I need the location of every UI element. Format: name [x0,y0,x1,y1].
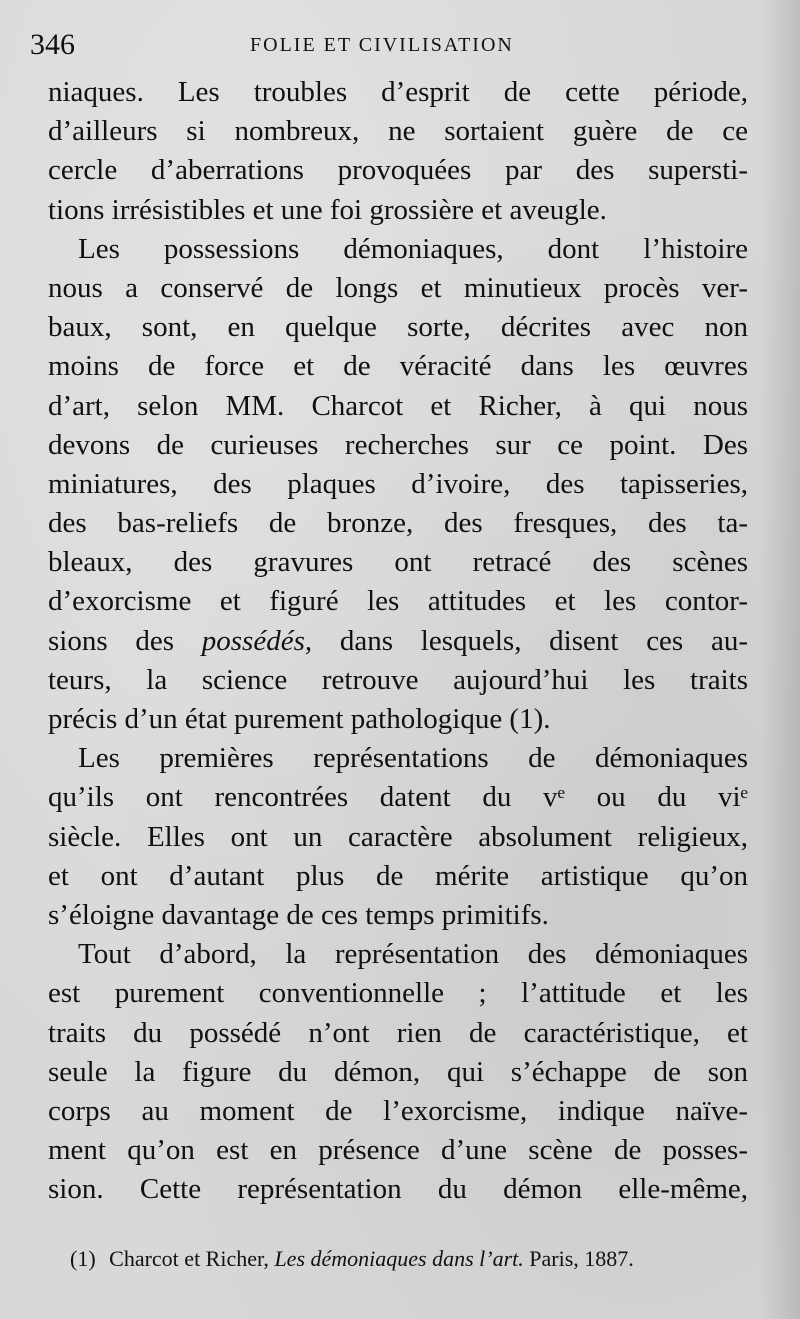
text-line: Tout d’abord, la représentation des démoniaques [78,938,748,971]
text-line: traits du possédé n’ont rien de caractéristique, et [48,1016,748,1049]
text-segment: dans lesquels, disent ces au- [312,624,748,657]
text-line: seule la figure du démon, qui s’échappe de son [48,1055,748,1088]
text-line: ment qu’on est en présence d’une scène de posses- [48,1134,748,1167]
text-line: est purement conventionnelle ; l’attitude et les [48,977,748,1010]
text-line: des bas-reliefs de bronze, des fresques, des ta- [48,507,748,540]
text-line: siècle. Elles ont un caractère absolument religieux, [48,820,748,853]
text-line: baux, sont, en quelque sorte, décrites avec non [48,311,748,344]
text-line: tions irrésistibles et une foi grossière et aveugle. [48,193,607,226]
text-line: teurs, la science retrouve aujourd’hui les traits [48,663,748,696]
footnote-place-year: Paris, 1887. [529,1246,634,1271]
text-segment: sions des [48,624,202,657]
text-line: qu’ils ont rencontrées datent du vᵉ ou du viᵉ [48,781,748,814]
text-line: Les possessions démoniaques, dont l’histoire [78,232,748,265]
text-line: sion. Cette représentation du démon elle-même, [48,1173,748,1206]
text-line: moins de force et de véracité dans les œuvres [48,350,748,383]
footnote-title: Les démoniaques dans l’art. [274,1246,524,1271]
page-edge-shadow [760,0,800,1319]
page-header [30,28,770,62]
text-line: précis d’un état purement pathologique (1). [48,703,551,735]
text-line: nous a conservé de longs et minutieux procès ver- [48,271,748,304]
text-line [48,622,748,661]
text-line: niaques. Les troubles d’esprit de cette période, [48,76,748,108]
text-line: devons de curieuses recherches sur ce point. Des [48,428,748,461]
text-line: cercle d’aberrations provoquées par des supersti- [48,154,748,187]
footnote-number: (1) [70,1246,96,1271]
text-line: et ont d’autant plus de mérite artistique qu’on [48,859,748,892]
text-line: d’exorcisme et figuré les attitudes et les contor- [48,585,748,618]
text-line: d’art, selon MM. Charcot et Richer, à qui nous [48,389,748,422]
page-number: 346 [30,28,75,61]
text-line: corps au moment de l’exorcisme, indique naïve- [48,1094,748,1127]
text-line: Les premières représentations de démoniaques [78,742,748,775]
text-line: s’éloigne davantage de ces temps primitifs. [48,898,549,931]
text-line: miniatures, des plaques d’ivoire, des tapisseries, [48,467,748,500]
text-line: bleaux, des gravures ont retracé des scènes [48,546,748,579]
running-title: FOLIE ET CIVILISATION [250,34,514,56]
body-text [48,73,748,1209]
text-line: d’ailleurs si nombreux, ne sortaient guère de ce [48,115,748,148]
footnote-authors: Charcot et Richer, [109,1246,269,1271]
italic-term: possédés, [201,624,313,657]
footnote [70,1244,750,1274]
